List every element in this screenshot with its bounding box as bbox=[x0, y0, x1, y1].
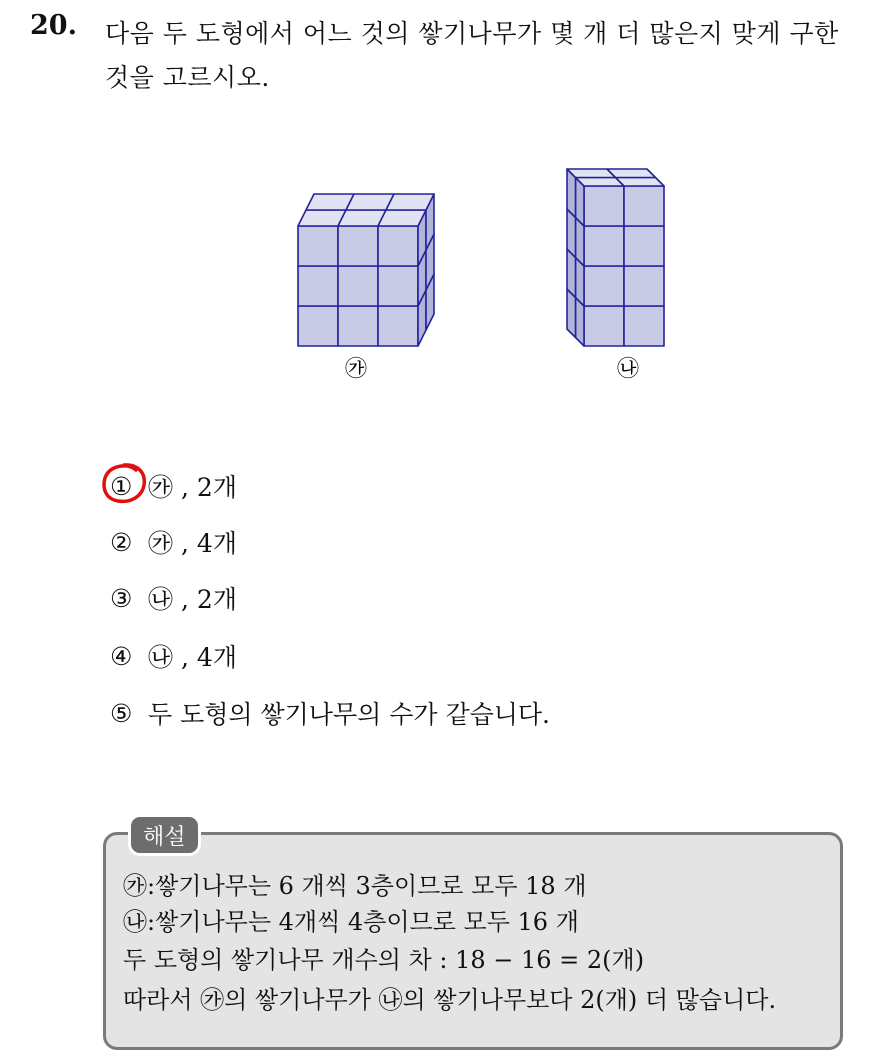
solution-tag: 해설 bbox=[128, 814, 201, 856]
cube-front-face bbox=[378, 306, 418, 346]
figure-label-a: ㉮ bbox=[344, 357, 368, 382]
cube-front-face bbox=[624, 266, 664, 306]
solution-line-2: ㉯:쌓기나무는 4개씩 4층이므로 모두 16 개 bbox=[123, 908, 579, 936]
block-figure bbox=[0, 0, 884, 420]
cube-front-face bbox=[298, 306, 338, 346]
question-number: 20. bbox=[30, 10, 77, 41]
choice-5[interactable] bbox=[110, 695, 550, 731]
cube-front-face bbox=[338, 226, 378, 266]
figure-mark: ㉮ bbox=[148, 529, 174, 558]
cube-front-face bbox=[624, 226, 664, 266]
cube-front-face bbox=[584, 186, 624, 226]
choice-number: ② bbox=[110, 527, 133, 557]
figure-mark: ㉯ bbox=[148, 643, 174, 672]
figure-label-b: ㉯ bbox=[616, 357, 640, 382]
cube-top-face bbox=[616, 178, 665, 187]
solution-line-4: 따라서 ㉮의 쌓기나무가 ㉯의 쌓기나무보다 2(개) 더 많습니다. bbox=[123, 986, 777, 1014]
cube-front-face bbox=[298, 226, 338, 266]
choice-2[interactable] bbox=[110, 524, 237, 560]
choice-number: ③ bbox=[110, 583, 133, 613]
choice-1[interactable] bbox=[110, 468, 237, 504]
block-stack-a bbox=[298, 194, 434, 346]
cube-front-face bbox=[584, 306, 624, 346]
choice-number: ④ bbox=[110, 641, 133, 671]
cube-top-face bbox=[386, 194, 434, 210]
solution-line-1: ㉮:쌓기나무는 6 개씩 3층이므로 모두 18 개 bbox=[123, 872, 587, 900]
choice-text: , 4개 bbox=[181, 529, 237, 558]
choice-text: , 2개 bbox=[181, 473, 237, 502]
cube-front-face bbox=[624, 306, 664, 346]
cube-front-face bbox=[584, 226, 624, 266]
cube-front-face bbox=[584, 266, 624, 306]
cube-front-face bbox=[378, 266, 418, 306]
figure-mark: ㉯ bbox=[148, 585, 174, 614]
choice-4[interactable] bbox=[110, 638, 237, 674]
choice-number: ① bbox=[110, 471, 133, 501]
cube-front-face bbox=[378, 226, 418, 266]
question-line-1: 다음 두 도형에서 어느 것의 쌓기나무가 몇 개 더 많은지 맞게 구한 bbox=[105, 19, 839, 48]
cube-front-face bbox=[298, 266, 338, 306]
choice-text: 두 도형의 쌓기나무의 수가 같습니다. bbox=[148, 700, 550, 729]
solution-line-3: 두 도형의 쌓기나무 개수의 차 : 18 − 16 = 2(개) bbox=[123, 946, 645, 974]
cube-front-face bbox=[338, 306, 378, 346]
cube-top-face bbox=[378, 210, 426, 226]
choice-3[interactable] bbox=[110, 580, 237, 616]
cube-front-face bbox=[624, 186, 664, 226]
choice-text: , 2개 bbox=[181, 585, 237, 614]
choice-text: , 4개 bbox=[181, 643, 237, 672]
cube-top-face bbox=[607, 169, 656, 178]
figure-mark: ㉮ bbox=[148, 473, 174, 502]
choice-number: ⑤ bbox=[110, 698, 133, 728]
question-line-2: 것을 고르시오. bbox=[105, 63, 270, 92]
cube-front-face bbox=[338, 266, 378, 306]
block-stack-b bbox=[567, 169, 664, 346]
